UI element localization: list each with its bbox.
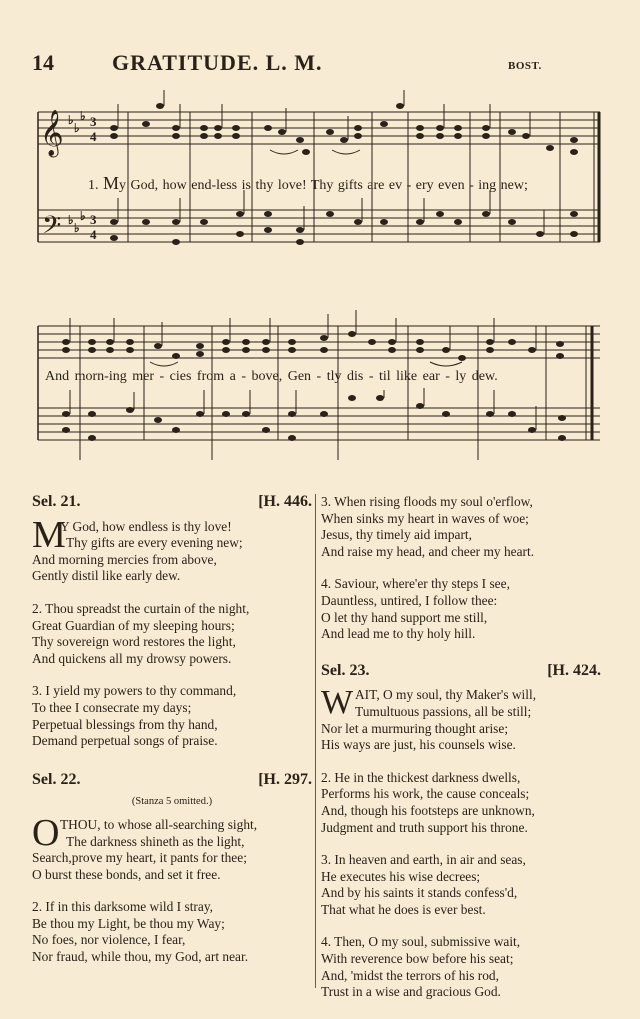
sel21-stanza-2: [32, 601, 312, 667]
hymn-line: To thee I consecrate my days;: [32, 699, 192, 715]
svg-text:♭: ♭: [74, 221, 80, 235]
hymn-line: Be thou my Light, be thou my Way;: [32, 915, 225, 931]
hymn-line: 3. When rising floods my soul o'erflow,: [321, 494, 533, 509]
sel22-stanza-4: [321, 576, 601, 642]
sel21-stanza-3: [32, 683, 312, 749]
hymn-line: AIT, O my soul, thy Maker's will,: [355, 687, 537, 703]
sel21-stanza-1: [32, 513, 312, 585]
hymn-line: Dauntless, untired, I follow thee:: [321, 592, 498, 608]
hymn-line: Nor fraud, while thou, my God, art near.: [32, 949, 249, 965]
hymn-line: With reverence bow before his seat;: [321, 951, 514, 967]
sel22-stanza-2: [32, 899, 312, 965]
sel23-stanza-4: [321, 934, 601, 1000]
hymn-line: His ways are just, his counsels wise.: [321, 737, 516, 753]
hymn-line: That what he does is ever best.: [321, 901, 486, 917]
hymn-line: Nor let a murmuring thought arise;: [321, 720, 509, 736]
sel23-label: Sel. 23.: [321, 661, 370, 679]
svg-text:♭: ♭: [68, 213, 74, 227]
hymn-line: Judgment and truth support his throne.: [321, 819, 528, 835]
hymn-line: When sinks my heart in waves of woe;: [321, 510, 529, 526]
hymn-line: Jesus, thy timely aid impart,: [321, 527, 472, 543]
hymn-line: And, 'midst the terrors of his rod,: [321, 967, 499, 983]
right-column: [321, 494, 601, 1017]
bass-staff-1: [38, 210, 600, 242]
sel22-stanza-3: [321, 494, 601, 560]
hymn-line: He executes his wise decrees;: [321, 868, 481, 884]
hymn-line: 2. If in this darksome wild I stray,: [32, 899, 213, 915]
hymn-line: O burst these bonds, and set it free.: [32, 866, 221, 882]
svg-text:4: 4: [90, 227, 97, 242]
hymn-line: Tumultuous passions, all be still;: [355, 703, 532, 719]
sel21-dropcap: M: [32, 513, 66, 556]
verse-lyrics-line-1: y God, how end-less is thy love! Thy gifts are ev - ery even - ing new;: [119, 178, 528, 193]
bass-staff-2: [38, 408, 600, 440]
svg-text:3: 3: [90, 114, 97, 129]
lyrics-verse-1-line-2: And morn-ing mer - cies from a - bove, Gen - tly dis - til like ear - ly dew.: [45, 369, 498, 384]
treble-staff-1: [38, 112, 600, 144]
sel21-heading: [32, 494, 312, 511]
hymn-line: Search,prove my heart, it pants for thee;: [32, 850, 247, 866]
hymn-line: THOU, to whose all-searching sight,: [60, 816, 258, 832]
svg-text:♭: ♭: [68, 113, 74, 127]
hymn-line: 4. Saviour, where'er thy steps I see,: [321, 576, 510, 592]
hymn-line: 2. He in the thickest darkness dwells,: [321, 769, 521, 785]
hymn-line: 4. Then, O my soul, submissive wait,: [321, 934, 521, 950]
sel22-stanza-1: [32, 811, 312, 883]
verse-drop-letter: M: [103, 173, 120, 193]
hymn-line: Thy gifts are every evening new;: [66, 535, 243, 551]
sel22-label: Sel. 22.: [32, 770, 81, 788]
hymn-line: Performs his work, the cause conceals;: [321, 786, 530, 802]
hymn-line: 3. I yield my powers to thy command,: [32, 683, 237, 699]
composer-name: BOST.: [508, 60, 542, 72]
sel23-stanza-2: [321, 770, 601, 836]
hymn-line: O let thy hand support me still,: [321, 609, 488, 625]
lyrics-verse-1: [88, 173, 528, 194]
verse-number: 1.: [88, 178, 99, 193]
treble-clef-icon: 𝄞: [40, 110, 64, 156]
hymn-line: Trust in a wise and gracious God.: [321, 984, 501, 1000]
sel21-ref: [H. 446.: [258, 493, 312, 510]
hymn-line: The darkness shineth as the light,: [66, 833, 245, 849]
hymn-line: And, though his footsteps are unknown,: [321, 802, 535, 818]
hymn-line: No foes, nor violence, I fear,: [32, 932, 186, 948]
hymn-line: 2. Thou spreadst the curtain of the night,: [32, 600, 250, 616]
hymn-line: Great Guardian of my sleeping hours;: [32, 617, 235, 633]
sel22-heading: [32, 772, 312, 789]
hymn-line: Y God, how endless is thy love!: [60, 518, 232, 534]
bass-clef-icon: 𝄢: [42, 211, 62, 246]
hymn-line: And raise my head, and cheer my heart.: [321, 543, 535, 559]
svg-text:♭: ♭: [80, 209, 86, 223]
svg-text:♭: ♭: [74, 121, 80, 135]
hymn-line: And lead me to thy holy hill.: [321, 626, 476, 642]
sel21-label: Sel. 21.: [32, 493, 81, 510]
sel23-stanza-1: [321, 684, 601, 753]
svg-text:4: 4: [90, 129, 97, 144]
hymn-line: Demand perpetual songs of praise.: [32, 733, 218, 749]
sel22-note: (Stanza 5 omitted.): [131, 796, 213, 808]
left-column: [32, 494, 312, 982]
hymn-line: Perpetual blessings from thy hand,: [32, 716, 218, 732]
hymn-line: Gently distil like early dew.: [32, 568, 181, 584]
hymn-line: And quickens all my drowsy powers.: [32, 650, 232, 666]
hymn-line: And by his saints it stands confess'd,: [321, 885, 518, 901]
sel23-dropcap: W: [321, 684, 354, 722]
page-title: GRATITUDE. L. M.: [112, 50, 323, 75]
page-number: 14: [32, 50, 54, 75]
hymn-line: And morning mercies from above,: [32, 551, 217, 567]
column-divider: [315, 494, 316, 988]
svg-text:3: 3: [90, 212, 97, 227]
hymn-line: 3. In heaven and earth, in air and seas,: [321, 852, 526, 868]
hymn-line: Thy sovereign word restores the light,: [32, 634, 236, 650]
sel22-dropcap: O: [32, 811, 60, 854]
sel22-ref: [H. 297.: [258, 770, 312, 788]
music-score: [0, 0, 640, 470]
sel23-stanza-3: [321, 852, 601, 918]
sel23-heading: [321, 663, 601, 680]
sel23-ref: [H. 424.: [547, 661, 601, 679]
svg-text:♭: ♭: [80, 109, 86, 123]
